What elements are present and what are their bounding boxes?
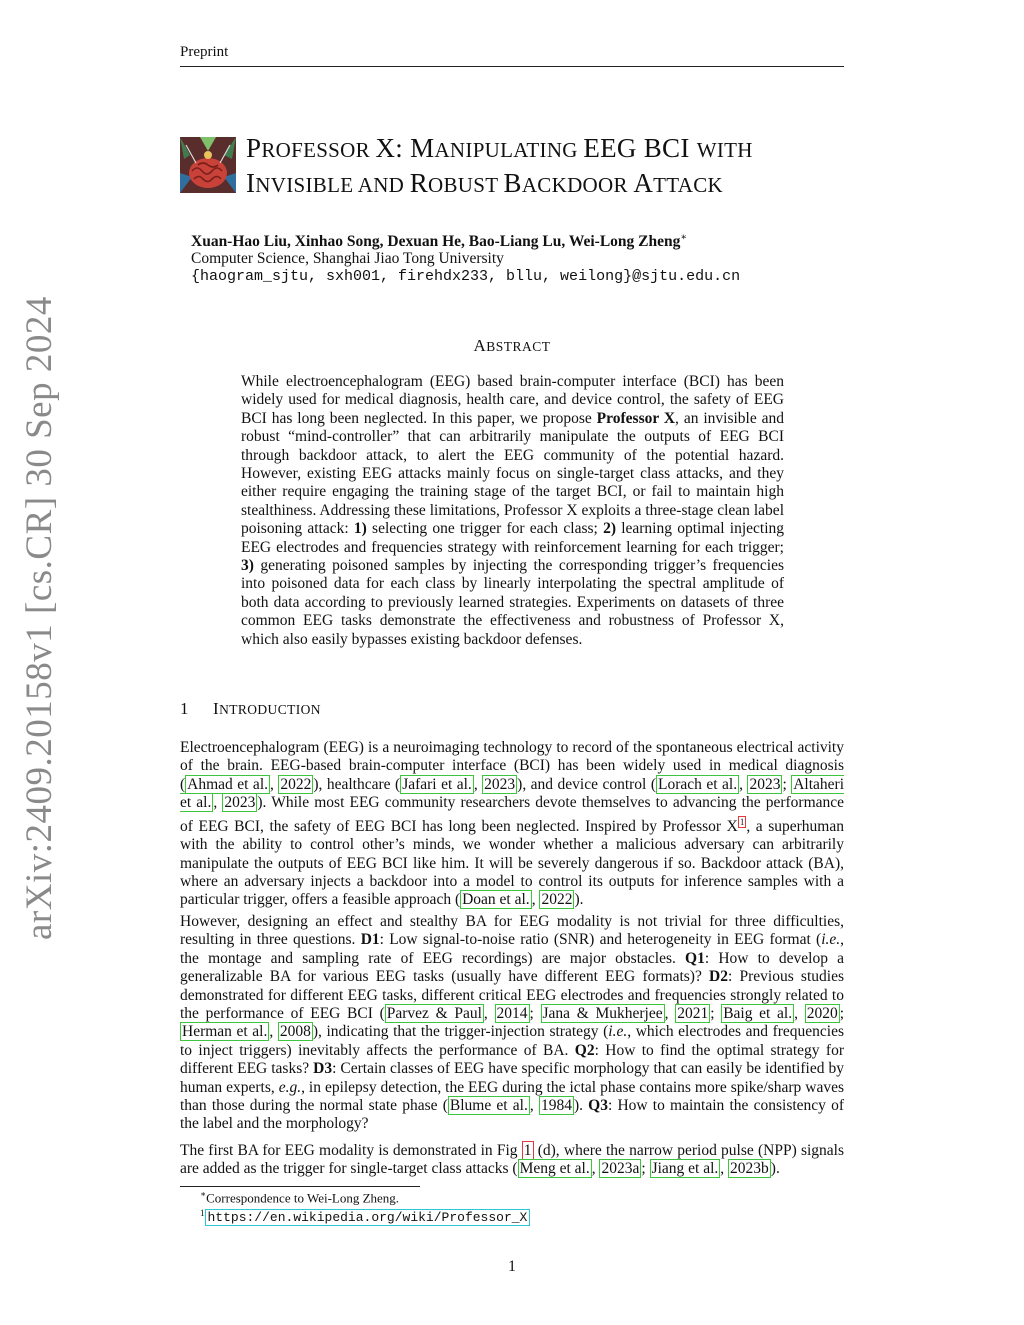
citation-link[interactable]: Herman et al.	[182, 1023, 268, 1041]
running-head: Preprint	[180, 44, 229, 60]
citation-link[interactable]: Lorach et al.	[658, 775, 738, 793]
footnote-url: $^1$ https://en.wikipedia.org/wiki/Professor_X	[200, 1208, 530, 1225]
paper-title	[246, 132, 846, 202]
abstract-text: While electroencephalogram (EEG) based brain-computer interface (BCI) has been widely used for medical diagnosis, health care, and device control, the safety of EEG BCI has long been neglected. In this paper, we propose Professor X, an invisible and robust “mind-controller” that can arbitrarily manipulate the outputs of EEG BCI through backdoor attack, to alert the EEG community of the potential hazard. However, existing EEG attacks mainly focus on single-target class attacks, and they either require engaging the training stage of the target BCI, or fail to maintain high stealthiness. Addressing these limitations, Professor X exploits a three-stage clean label poisoning attack: 1) selecting one trigger for each class; 2) learning optimal injecting EEG electrodes and frequencies strategy with reinforcement learning for each trigger; 3) generating poisoned samples by injecting the corresponding trigger’s frequencies into poisoned data for each class by linearly interpolating the spectral amplitude of both data according to previously learned strategies. Experiments on datasets of three common EEG tasks demonstrate the effectiveness and robustness of Professor X, which also easily bypasses existing backdoor defenses.	[241, 373, 785, 648]
author-emails: {haogram_sjtu, sxh001, firehdx233, bllu, weilong}@sjtu.edu.cn	[191, 268, 741, 285]
citation-link[interactable]: Ahmad et al.	[187, 775, 268, 793]
section-heading-introduction: 1 INTRODUCTION	[180, 699, 321, 718]
citation-link[interactable]: 2022	[541, 891, 573, 909]
author-list: Xuan-Hao Liu, Xinhao Song, Dexuan He, Bao-Liang Lu, Wei-Long Zheng∗	[191, 232, 688, 251]
citation-link[interactable]: Jiang et al.	[651, 1160, 719, 1178]
citation-link[interactable]: Parvez & Paul	[386, 1005, 482, 1023]
citation-link[interactable]: Jafari et al.	[402, 775, 472, 793]
citation-link[interactable]: 2014	[496, 1005, 528, 1023]
figure-link[interactable]: 1	[523, 1142, 532, 1159]
intro-paragraph-1: Electroencephalogram (EEG) is a neuroimaging technology to record of the spontaneous electrical activity of the brain. EEG-based brain-computer interface (BCI) has been widely used in medical diagnosis ( Ahmad et al. , 2022 ), healthcare ( Jafari et al. , 2023 ), and device control ( Lorach et al. , 2023 ; Altaheri et al. , 2023 ). While most EEG community researchers devote themselves to advancing the performance of EEG BCI, the safety of EEG BCI has long been neglected. Inspired by Professor X $^1$ , a superhuman with the ability to control other’s minds, we wonder whether a malicious adversary can arbitrarily manipulate the outputs of EEG BCI like him. It will be severely dangerous if so. Backdoor attack (BA), where an adversary injects a backdoor into a model to control its outputs for inference samples with a particular trigger, offers a feasible approach ( Doan et al. , 2022 ).	[180, 739, 845, 909]
wikipedia-link[interactable]: https://en.wikipedia.org/wiki/Professor_X	[205, 1209, 531, 1226]
citation-link[interactable]: Baig et al.	[723, 1005, 793, 1023]
citation-link[interactable]: Jana & Mukherjee	[542, 1005, 663, 1023]
citation-link[interactable]: 2023	[224, 794, 256, 812]
title-line-1: PROFESSOR X: MANIPULATING EEG BCI WITH	[246, 133, 753, 163]
page-number: 1	[508, 1258, 516, 1275]
citation-link[interactable]: Blume et al.	[449, 1097, 528, 1115]
footnote-correspondence: ∗Correspondence to Wei-Long Zheng.	[200, 1189, 400, 1206]
footnote-link[interactable]: 1	[739, 816, 745, 827]
citation-link[interactable]: 2022	[280, 775, 312, 793]
citation-link[interactable]: 2021	[677, 1005, 709, 1023]
footnote-rule	[180, 1186, 420, 1187]
citation-link[interactable]: Altaheri et al.	[180, 775, 845, 812]
brain-logo-icon	[180, 137, 236, 193]
citation-link[interactable]: Doan et al.	[462, 891, 530, 909]
citation-link[interactable]: 2020	[806, 1005, 838, 1023]
abstract-heading: ABSTRACT	[473, 336, 551, 355]
citation-link[interactable]: 2023b	[730, 1160, 769, 1178]
citation-link[interactable]: 2008	[279, 1023, 311, 1041]
title-line-2: INVISIBLE AND ROBUST BACKDOOR ATTACK	[246, 168, 723, 198]
citation-link[interactable]: 2023a	[601, 1160, 640, 1178]
header-rule	[180, 66, 844, 67]
citation-link[interactable]: 2023	[749, 775, 781, 793]
citation-link[interactable]: 2023	[484, 775, 516, 793]
affiliation: Computer Science, Shanghai Jiao Tong University	[191, 250, 504, 267]
citation-link[interactable]: 1984	[540, 1097, 572, 1115]
citation-link[interactable]: Meng et al.	[519, 1160, 590, 1178]
intro-paragraph-3: The first BA for EEG modality is demonstrated in Fig 1 (d), where the narrow period pulse (NPP) signals are added as the trigger for single-target class attacks ( Meng et al. , 2023a ; Jiang et al. , 2023b ).	[180, 1142, 844, 1178]
intro-paragraph-2: However, designing an effect and stealthy BA for EEG modality is not trivial for three difficulties, resulting in three questions. D1: Low signal-to-noise ratio (SNR) and heterogeneity in EEG format (i.e., the montage and sampling rate of EEG recordings) are major obstacles. Q1: How to develop a generalizable BA for various EEG tasks (usually have different EEG formats)? D2: Previous studies demonstrated for different EEG tasks, different critical EEG electrodes and frequencies strongly related to the performance of EEG BCI ( Parvez & Paul , 2014 ; Jana & Mukherjee , 2021 ; Baig et al. , 2020 ; Herman et al. , 2008 ), indicating that the trigger-injection strategy (i.e., which electrodes and frequencies to inject triggers) inevitably affects the performance of BA. Q2: How to find the optimal strategy for different EEG tasks? D3: Certain classes of EEG have specific morphology that can easily be identified by human experts, e.g., in epilepsy detection, the EEG during the ictal phase contains more spike/sharp waves than those during the normal state phase ( Blume et al. , 1984 ). Q3: How to maintain the consistency of the label and the morphology?	[180, 913, 845, 1133]
arxiv-watermark: arXiv:2409.20158v1 [cs.CR] 30 Sep 2024	[19, 296, 60, 940]
